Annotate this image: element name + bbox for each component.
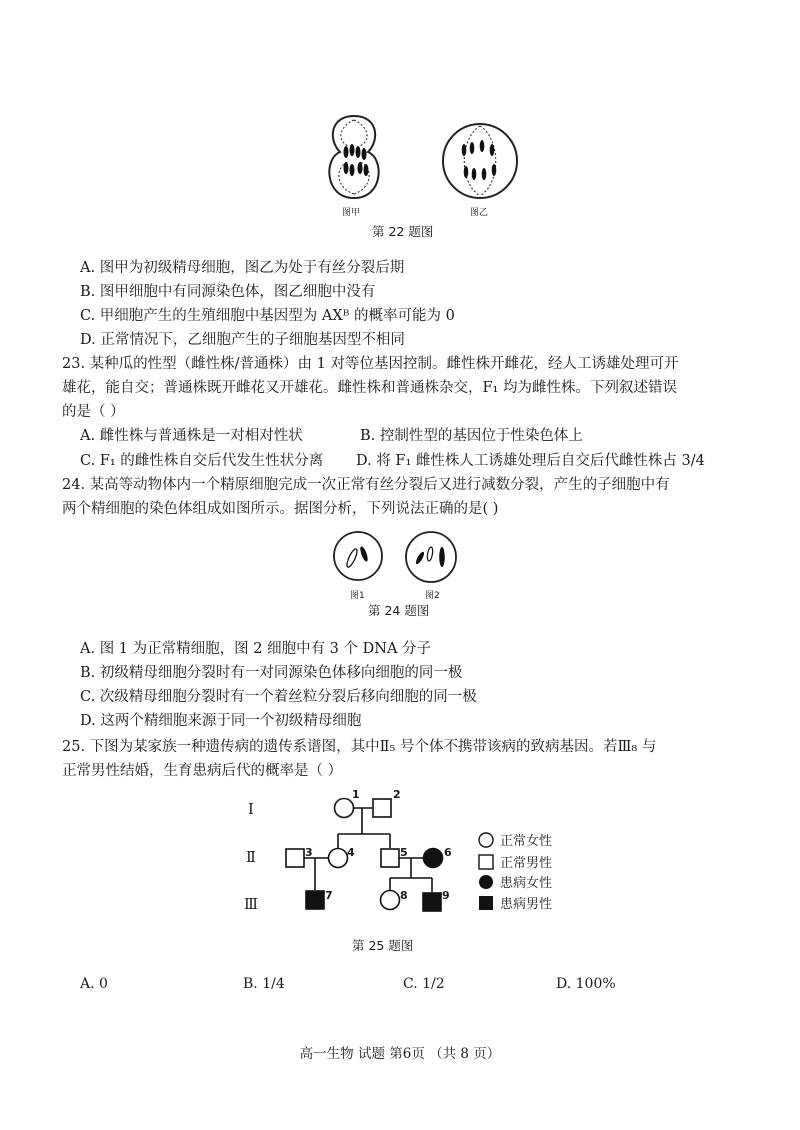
individual-3-normal-male — [285, 848, 305, 868]
legend-affected-male-icon — [478, 895, 494, 911]
q22-caption: 第 22 题图 — [372, 224, 434, 239]
figure-2-label: 图2 — [425, 591, 440, 601]
generation-3-label: Ⅲ — [244, 897, 258, 913]
individual-8-number: 8 — [400, 889, 408, 902]
q22-option-d: D. 正常情况下，乙细胞产生的子细胞基因型不相同 — [80, 332, 405, 348]
individual-3-number: 3 — [305, 846, 313, 859]
legend-normal-male — [478, 852, 552, 871]
q22-option-b: B. 图甲细胞中有同源染色体，图乙细胞中没有 — [80, 284, 376, 300]
legend-normal-female-label: 正常女性 — [500, 834, 553, 849]
individual-7-number: 7 — [325, 889, 333, 902]
generation-1-label: Ⅰ — [248, 802, 254, 818]
legend-normal-male-label: 正常男性 — [500, 856, 553, 871]
legend-affected-male — [478, 893, 552, 912]
q23-option-c: C. F₁ 的雌性株自交后代发生性状分离 — [80, 453, 324, 469]
q24-caption: 第 24 题图 — [368, 603, 430, 618]
individual-4-normal-female — [327, 847, 349, 869]
legend-normal-female-icon — [478, 832, 494, 848]
page-footer: 高一生物 试题 第6页 （共 8 页） — [299, 1046, 501, 1062]
q24-option-b: B. 初级精母细胞分裂时有一对同源染色体移向细胞的同一极 — [80, 665, 463, 681]
individual-2-normal-male — [372, 798, 392, 818]
individual-1-number: 1 — [352, 788, 360, 801]
q25-stem-line-2: 正常男性结婚，生育患病后代的概率是（ ） — [62, 763, 343, 779]
legend-affected-female — [478, 872, 552, 891]
q24-option-a: A. 图 1 为正常精细胞，图 2 细胞中有 3 个 DNA 分子 — [80, 641, 432, 657]
q23-option-d: D. 将 F₁ 雌性株人工诱雄处理后自交后代雌性株占 3/4 — [356, 453, 705, 469]
q25-caption: 第 25 题图 — [352, 938, 414, 953]
individual-4-number: 4 — [347, 846, 355, 859]
q22-option-c: C. 甲细胞产生的生殖细胞中基因型为 AXᴮ 的概率可能为 0 — [80, 308, 455, 324]
figure-1-label: 图1 — [350, 591, 365, 601]
q25-option-a: A. 0 — [80, 976, 108, 992]
individual-9-affected-male — [422, 892, 442, 912]
q24-option-c: C. 次级精母细胞分裂时有一个着丝粒分裂后移向细胞的同一极 — [80, 689, 477, 705]
q22-option-a: A. 图甲为初级精母细胞，图乙为处于有丝分裂后期 — [80, 260, 405, 276]
q25-option-d: D. 100% — [556, 976, 616, 992]
generation-2-label: Ⅱ — [246, 850, 256, 866]
individual-5-normal-male — [380, 848, 400, 868]
individual-8-normal-female — [379, 889, 401, 911]
q24-stem-line-1: 24. 某高等动物体内一个精原细胞完成一次正常有丝分裂后又进行减数分裂，产生的子细胞中有 — [62, 477, 670, 493]
q25-stem-line-1: 25. 下图为某家族一种遗传病的遗传系谱图，其中Ⅱ₅ 号个体不携带该病的致病基因。若Ⅲ₈ 与 — [62, 739, 657, 755]
legend-affected-female-icon — [478, 874, 494, 890]
q23-stem-line-1: 23. 某种瓜的性型（雌性株/普通株）由 1 对等位基因控制。雌性株开雌花，经人工诱雄处理可开 — [62, 356, 679, 372]
q24-stem-line-2: 两个精细胞的染色体组成如图所示。据图分析，下列说法正确的是( ) — [62, 501, 499, 517]
figure-yi-label: 图乙 — [470, 208, 489, 218]
individual-2-number: 2 — [393, 788, 401, 801]
figure-jia-label: 图甲 — [342, 208, 361, 218]
q23-stem-line-2: 雄花，能自交；普通株既开雌花又开雄花。雌性株和普通株杂交，F₁ 均为雌性株。下列叙述错误 — [62, 380, 677, 396]
q23-stem-line-3: 的是（ ） — [62, 404, 125, 420]
legend-affected-male-label: 患病男性 — [500, 897, 553, 912]
legend-normal-male-icon — [478, 854, 494, 870]
individual-6-number: 6 — [444, 846, 452, 859]
legend-normal-female — [478, 830, 552, 849]
q23-option-a: A. 雌性株与普通株是一对相对性状 — [80, 428, 303, 444]
q25-option-b: B. 1/4 — [243, 976, 285, 992]
q24-option-d: D. 这两个精细胞来源于同一个初级精母细胞 — [80, 713, 362, 729]
legend-affected-female-label: 患病女性 — [500, 876, 553, 891]
individual-6-affected-female — [422, 847, 444, 869]
individual-9-number: 9 — [442, 889, 450, 902]
individual-7-affected-male — [305, 890, 325, 910]
q25-option-c: C. 1/2 — [403, 976, 445, 992]
individual-5-number: 5 — [400, 846, 408, 859]
q23-option-b: B. 控制性型的基因位于性染色体上 — [360, 428, 583, 444]
